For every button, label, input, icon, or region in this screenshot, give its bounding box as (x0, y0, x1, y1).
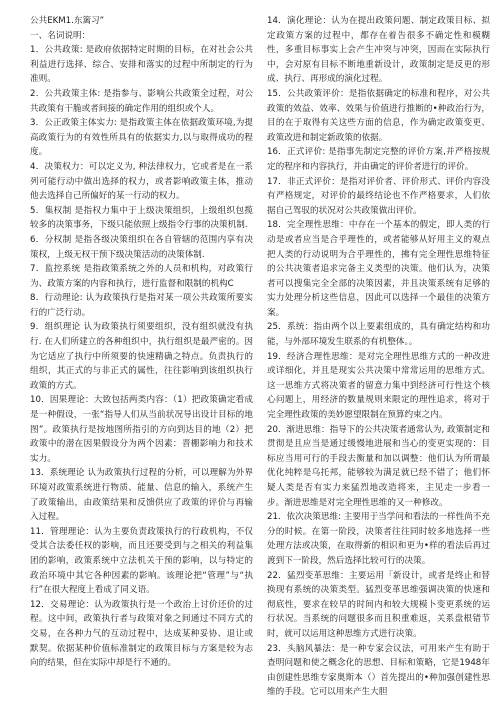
term-paragraph: 3．公正政策主体实力: 是指政策主体在依据政策环境,为提高政策行为的有效性所具有的依据实力,以与取得成功的程度。 (30, 118, 253, 158)
term-paragraph: 13．系统理论 认为政策执行过程的分析，可以理解为外界环境对政策系统进行物质、能量、信息的输入，系统产生了政策输出，由政策结果和反馈供应了政策的评价与再输入过程。 (30, 468, 253, 523)
term-paragraph: 22．猛烈变革思维：主要运用「新设计，或者是终止和替换现有系统的决策类型。猛烈变革思维强调决策的快速和彻底性，要求在较早的时间内和较大规模卜变更系统的运行状况。当系统的问题很多而且积重难返，关系盘根错节时，就可以运用这种思维方式进行决策。 (267, 570, 490, 639)
term-paragraph: 2．公共政策主体: 是指参与、影响公共政策全过程，对公共政策有干脆或者间接的确定作用的组织或个人。 (30, 88, 253, 114)
section-title: 一、名词说明： (30, 30, 91, 41)
right-column (267, 14, 490, 707)
term-paragraph: 9．组织理论 认为政策执行须要组织，没有组织就没有执行. 在人们所建立的各种组织中，执行组织是最严密的。因为它适应了执行中所须要的快速精确之特点。负责执行的组织，其正式的与非正式的属性，往往影响到该组织执行政策的方式。 (30, 322, 253, 391)
term-paragraph: 6．分权制 是指各级决策组织在各自管辖的范围内享有决策权，上级无权干预下级决策活动的决策体制. (30, 234, 253, 260)
term-paragraph: 14．演化理论：认为在提出政策问题、制定政策目标、拟定政策方案的过程中，都存在着告很多不确定性和模糊性，多重目标事实上会产生冲突与冲突，因而在实际执行中，会对原有目标不断地重新设计，政策制定是反更的形成、执行、再形成的演化过程。 (267, 16, 490, 85)
left-column (30, 14, 253, 707)
term-paragraph: 25．系统：指由两个以上要素组成的，具有确定结构和功能，与外部环境发生联系的有机整体。。 (267, 322, 490, 348)
document-header: 公共EKM1.东篱习” (30, 16, 105, 26)
term-paragraph: 17．非正式评价：是指对评价者、评价形式、评价内容没有严格规定，对评价的最终结论也不作严格要求，人们依据自己驾驭的状况对公共政策做出评价。 (267, 176, 490, 216)
term-paragraph: 11．管理理论：认为主要负责政策执行的行政机构，不仅受其合法委任权的影响，而且还要受到与之相关的利益集团的影响，政策系统中立法机关干预的影响，以与特定的政治环境中其它各种因素的影响。该理论把“管理”与“执行”在很大程度上看成了同义语。 (30, 526, 253, 596)
term-paragraph: 5．集权制 是指权力集中于上级决策组织，上级组织包揽较多的决策事务，下级只能依照上级指令行事的决策机制. (30, 205, 253, 231)
term-paragraph: 21．依次决策思维: 主要用于当学问和看法的一样性尚不充分的时候。在第一阶段，决策者往往同时较多地选择一些处理方法或决策，在取得新的相识和更为•样的看法后再过渡到下一阶段，然后选择比较可行的决策。 (267, 512, 490, 566)
term-paragraph: 20．渐进思维：指导下的公共决策者通常认为, 政策制定和贯彻是且应当是通过缓慢地进展和当心的变更实现的：目标应当用可行的手段去衡量和加以调整：他们认为所谓最优化纯粹是乌托邦，能够较为满足就已经不错了；他们怀疑人类是否有实力来猛烈地改造将来，主见走一步看一步。渐进思维是对完全理性思维的又一种修改。 (267, 424, 490, 508)
term-paragraph: 7．监控系统 是指政策系统之外的人员和机构，对政策行为、政策方案的内容和执行，进行监督和限制的机构C (30, 264, 253, 289)
term-paragraph: 8．行动理论: 认为政策执行是指对某一项公共政策所要实行的广泛行动。 (30, 293, 253, 318)
term-paragraph: 10．因果理论：大致包括两类内容：（1）把政策确定看成是一种假设，一张“指导人们从当前状况导出设计目标的地图”。政策执行是按地图所指引的方向到达目的地（2）把政策中的潜在因果假设分为两个因素：晋棚影响力和技术实力。 (30, 395, 253, 464)
term-paragraph: 15．公共政策评价：是指依据确定的标准和程序，对公共政策的效益、效率、效果与价值进行推断的•种政治行为，目的在于取得有关这些方面的信息，作为确定政策变更、政策改进和制定新政策的依据。 (267, 88, 490, 143)
term-paragraph: 18．完全理性思维：中存在一个基本的假定，即人类的行动是或者应当是合乎理性的，或者能够从好用主义的观点把人类的行动说明为合乎理性的，拂有完全理性思维特征的公共决策者追求完备主义类型的决策。他们认为，决策者可以搜集完全全部的决策因素，并且决策系统有足够的实力处理分析这些信息，因此可以选择一个最佳的决策方案。 (267, 220, 490, 318)
term-paragraph: 19．经济合理性思维：是对完全理性思维方式的一种改进或详细化，并且是现实公共决策中常常运用的思维方式。这一思维方式将决策者的留意力集中到经济可行性这个核心问题上，用经济的数量规则来限定的理性追求，将对于完全理性政策的美妙愿望限制在预算约束之内。 (267, 351, 490, 421)
term-paragraph: 23．头脑风暴法：是一种专家会议法，可用来产生有助于查明问题和使之概念化的思想、目标和策略，它是1948年由创建性思维专家奥斯本（）首先提出的•种加强创建性思维的手段。它可以用来产生大胆 (267, 643, 490, 698)
term-paragraph: 12．交易理论：认为政策执行是一个政治上讨价还价的过程。这中间，政策执行者与政策对象之间通过不同方式的交易，在各种力气的互动过程中，达成某种妥协、退让或默契。依据某种价值标准制定的政策目标与方案是较为志向的结果，但在实际中却是行不通的。 (30, 599, 253, 669)
term-paragraph: 16．正式评价: 是指事先制定完整的评价方案,并严格按规定的程序和内容执行，并由确定的评价者进行的评价。 (267, 147, 490, 172)
term-paragraph: 1．公共政策: 是政府依据特定时期的目标，在对社会公共利益进行选择、综合、安排和落实的过程中所制定的行为准则。 (30, 45, 253, 85)
term-paragraph: 4．决策权力：可以定义为, 种法律权力，它或者是在一系列可能行动中做出选择的权力，或者影响政策主体，推动他去选择自己所偏好的某一行动的权力。 (30, 161, 253, 202)
